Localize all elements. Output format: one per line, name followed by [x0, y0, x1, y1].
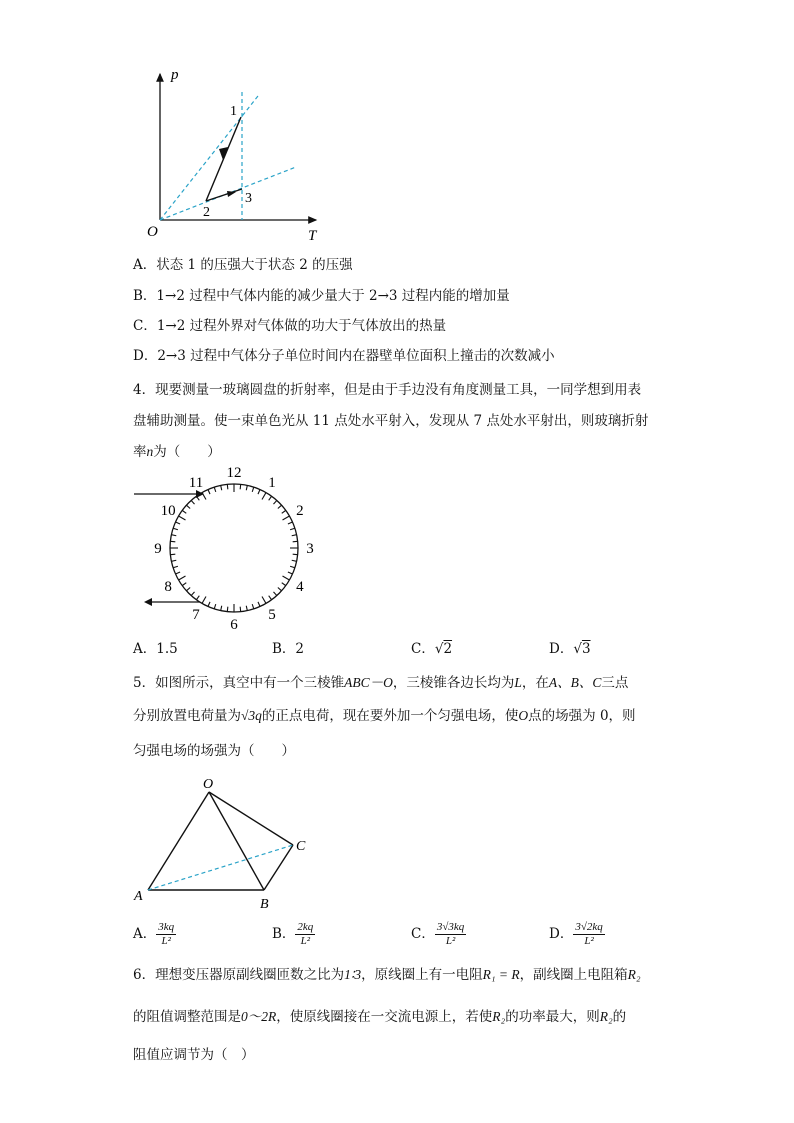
q5-option-b-fraction [295, 921, 315, 948]
clock-tick [179, 516, 186, 520]
q6-text: 的 [612, 1009, 627, 1025]
denominator: L² [161, 935, 171, 947]
q3-option-b: B．1→2 过程中气体内能的减少量大于 2→3 过程内能的增加量 [133, 288, 510, 304]
q3-option-d: D．2→3 过程中气体分子单位时间内在器壁单位面积上撞击的次数减小 [133, 348, 555, 364]
incident-arrow [196, 490, 204, 498]
clock-tick [246, 606, 247, 611]
clock-tick [176, 572, 181, 574]
q6-text: 6．理想变压器原副线圈匝数之比为 [133, 967, 345, 983]
clock-tick [214, 604, 216, 609]
clock-tick [278, 587, 282, 590]
q5-stem-line3: 匀强电场的场强为（ ） [133, 743, 295, 759]
clock-number-8: 8 [164, 579, 172, 595]
numerator: 3√2kq [575, 921, 603, 933]
clock-number-9: 9 [154, 541, 162, 557]
q5-option-a-label: A． [133, 926, 157, 942]
clock-tick [269, 496, 272, 500]
denominator: L² [584, 935, 594, 947]
clock-tick [262, 493, 266, 500]
q5-stem-line2 [133, 707, 636, 725]
point-2-label: 2 [203, 205, 210, 220]
q5-option-d [549, 918, 605, 950]
q6-ratio: 1∶3 [344, 967, 362, 982]
q5-option-a-fraction [156, 921, 176, 948]
process-2-3 [206, 189, 242, 201]
q4-option-a: A．1.5 [133, 641, 178, 657]
clock-number-7: 7 [192, 606, 200, 623]
q3-option-c: C．1→2 过程外界对气体做的功大于气体放出的热量 [133, 318, 447, 334]
clock-tick [252, 487, 254, 492]
clock-tick [282, 510, 286, 513]
clock-tick [182, 583, 186, 586]
clock-tick [293, 541, 298, 542]
clock-tick [273, 592, 276, 596]
vertex-c-label: C [296, 839, 306, 854]
q4-option-d [549, 640, 591, 658]
vertex-a-label: A [134, 889, 143, 904]
q5-option-a [133, 918, 176, 950]
edge-bc [264, 845, 293, 890]
q4-sqrt-symbol: √ [434, 641, 444, 657]
arrow-2-3 [227, 191, 236, 197]
clock-tick [290, 566, 295, 568]
clock-tick [269, 596, 272, 600]
q4-option-b: B．2 [272, 641, 305, 657]
q5-text: ，在 [521, 675, 549, 691]
clock-tick [288, 522, 293, 524]
clock-tick [208, 602, 210, 607]
clock-tick [170, 554, 175, 555]
clock-tick [258, 602, 260, 607]
q6-var-r2: R₂ [599, 1009, 613, 1024]
t-axis-label: T [308, 228, 317, 244]
q3-option-a: A．状态 1 的压强大于状态 2 的压强 [133, 257, 353, 273]
clock-number-5: 5 [268, 606, 276, 623]
q4-option-c-label: C． [411, 641, 435, 657]
clock-tick [173, 528, 178, 530]
q6-stem-line3: 阻值应调节为（ ） [133, 1047, 255, 1063]
clock-tick [171, 560, 176, 561]
q6-text: 的功率最大，则 [505, 1009, 600, 1025]
q6-text: ，使原线圈接在一交流电源上，若使 [276, 1009, 493, 1025]
q4-option-c-value: 2 [443, 641, 453, 657]
q5-var-l: L [514, 675, 522, 690]
q4-stem-blank: 为（ ） [153, 444, 221, 460]
q5-var-points: A、B、C [548, 675, 602, 690]
q5-option-b-label: B． [272, 926, 296, 942]
q4-stem-text: 率 [133, 444, 147, 460]
clock-tick [252, 604, 254, 609]
q5-option-d-label: D． [549, 926, 574, 942]
clock-tick [186, 505, 190, 508]
clock-tick [227, 484, 228, 489]
q4-sqrt-symbol: √ [573, 641, 582, 657]
tetrahedron-figure [130, 770, 330, 910]
exit-arrow [144, 598, 152, 606]
edge-ob [209, 792, 264, 890]
clock-tick [202, 596, 206, 603]
q5-text: 的正点电荷，现在要外加一个匀强电场，使 [261, 708, 519, 724]
q6-range: 0～2R [241, 1009, 277, 1024]
q5-option-d-fraction [573, 921, 604, 948]
q6-var-r2: R₂ [492, 1009, 506, 1024]
clock-tick [290, 528, 295, 530]
q4-stem-line2: 盘辅助测量。使一束单色光从 11 点处水平射入，发现从 7 点处水平射出，则玻璃折射 [133, 413, 649, 429]
vertex-b-label: B [260, 897, 269, 910]
edge-ac-hidden [148, 845, 293, 890]
clock-tick [221, 485, 222, 490]
clock-tick [191, 500, 194, 504]
clock-tick [258, 490, 260, 495]
origin-label: O [147, 224, 158, 240]
clock-number-6: 6 [230, 617, 238, 633]
clock-tick [214, 487, 216, 492]
numerator: 3√3kq [436, 921, 465, 933]
arrow-1-2 [219, 147, 228, 160]
clock-tick [179, 576, 186, 580]
clock-tick [288, 572, 293, 574]
point-1-label: 1 [230, 104, 237, 119]
edge-oc [209, 792, 293, 845]
denominator: L² [445, 935, 456, 947]
q6-text: 的阻值调整范围是 [133, 1009, 241, 1025]
q5-text: 5．如图所示，真空中有一个三棱锥 [133, 675, 345, 691]
clock-tick [282, 576, 289, 580]
clock-tick [293, 554, 298, 555]
process-1-2 [206, 117, 241, 201]
numerator: 2kq [297, 921, 314, 933]
clock-tick [273, 500, 276, 504]
clock-tick [191, 592, 194, 596]
q6-text: ，原线圈上有一电阻 [361, 967, 483, 983]
clock-tick [176, 522, 181, 524]
clock-tick [208, 490, 210, 495]
q6-stem-line1 [133, 966, 641, 984]
q4-var-n: n [146, 444, 154, 459]
q4-stem-line3 [133, 443, 221, 461]
clock-number-3: 3 [306, 541, 314, 557]
q5-var-tetra: ABC－O [344, 675, 393, 690]
clock-tick [186, 587, 190, 590]
clock-tick [246, 485, 247, 490]
clock-tick [227, 607, 228, 612]
p-axis-label: p [171, 67, 179, 83]
clock-ticks [170, 484, 298, 612]
clock-tick [240, 484, 241, 489]
q4-option-d-label: D． [549, 641, 574, 657]
denominator: L² [300, 935, 311, 947]
q5-stem-line1 [133, 674, 628, 692]
clock-figure [130, 462, 330, 634]
clock-number-4: 4 [296, 579, 304, 595]
q4-option-d-value: 3 [581, 641, 591, 657]
clock-tick [221, 606, 222, 611]
edge-oa [148, 792, 209, 890]
clock-tick [292, 560, 297, 561]
clock-tick [170, 541, 175, 542]
q5-text: ，三棱锥各边长均为 [392, 675, 515, 691]
clock-tick [196, 596, 199, 600]
clock-number-12: 12 [226, 465, 242, 481]
clock-tick [282, 583, 286, 586]
clock-tick [240, 607, 241, 612]
clock-number-10: 10 [160, 503, 176, 519]
q5-text: 三点 [601, 675, 629, 691]
q5-option-c-fraction [435, 921, 466, 948]
q5-text: 点的场强为 0，则 [528, 708, 636, 724]
pt-diagram [140, 62, 340, 247]
vertex-o-label: O [203, 777, 214, 792]
q6-text: ，副线圈上电阻箱 [519, 967, 628, 983]
clock-tick [173, 566, 178, 568]
clock-number-1: 1 [268, 475, 276, 492]
q5-text: 分别放置电荷量为 [133, 708, 241, 724]
q5-option-c [411, 918, 466, 950]
clock-rim [170, 484, 298, 612]
q5-option-b [272, 918, 315, 950]
q6-var-r1: R₁ = R [482, 967, 520, 982]
q5-var-charge: √3q [241, 708, 262, 723]
q4-stem-line1: 4．现要测量一玻璃圆盘的折射率，但是由于手边没有角度测量工具，一同学想到用表 [133, 382, 642, 398]
q6-stem-line2 [133, 1008, 626, 1026]
clock-number-2: 2 [296, 503, 304, 519]
q6-var-r2: R₂ [627, 967, 641, 982]
q5-option-c-label: C． [411, 926, 435, 942]
clock-tick [282, 516, 289, 520]
point-3-label: 3 [245, 191, 252, 206]
numerator: 3kq [158, 921, 175, 933]
q5-var-o: O [518, 708, 529, 723]
clock-number-11: 11 [188, 475, 204, 492]
clock-tick [292, 535, 297, 536]
clock-tick [171, 535, 176, 536]
clock-tick [278, 505, 282, 508]
q4-option-c [411, 640, 452, 658]
clock-tick [262, 596, 266, 603]
clock-tick [182, 510, 186, 513]
